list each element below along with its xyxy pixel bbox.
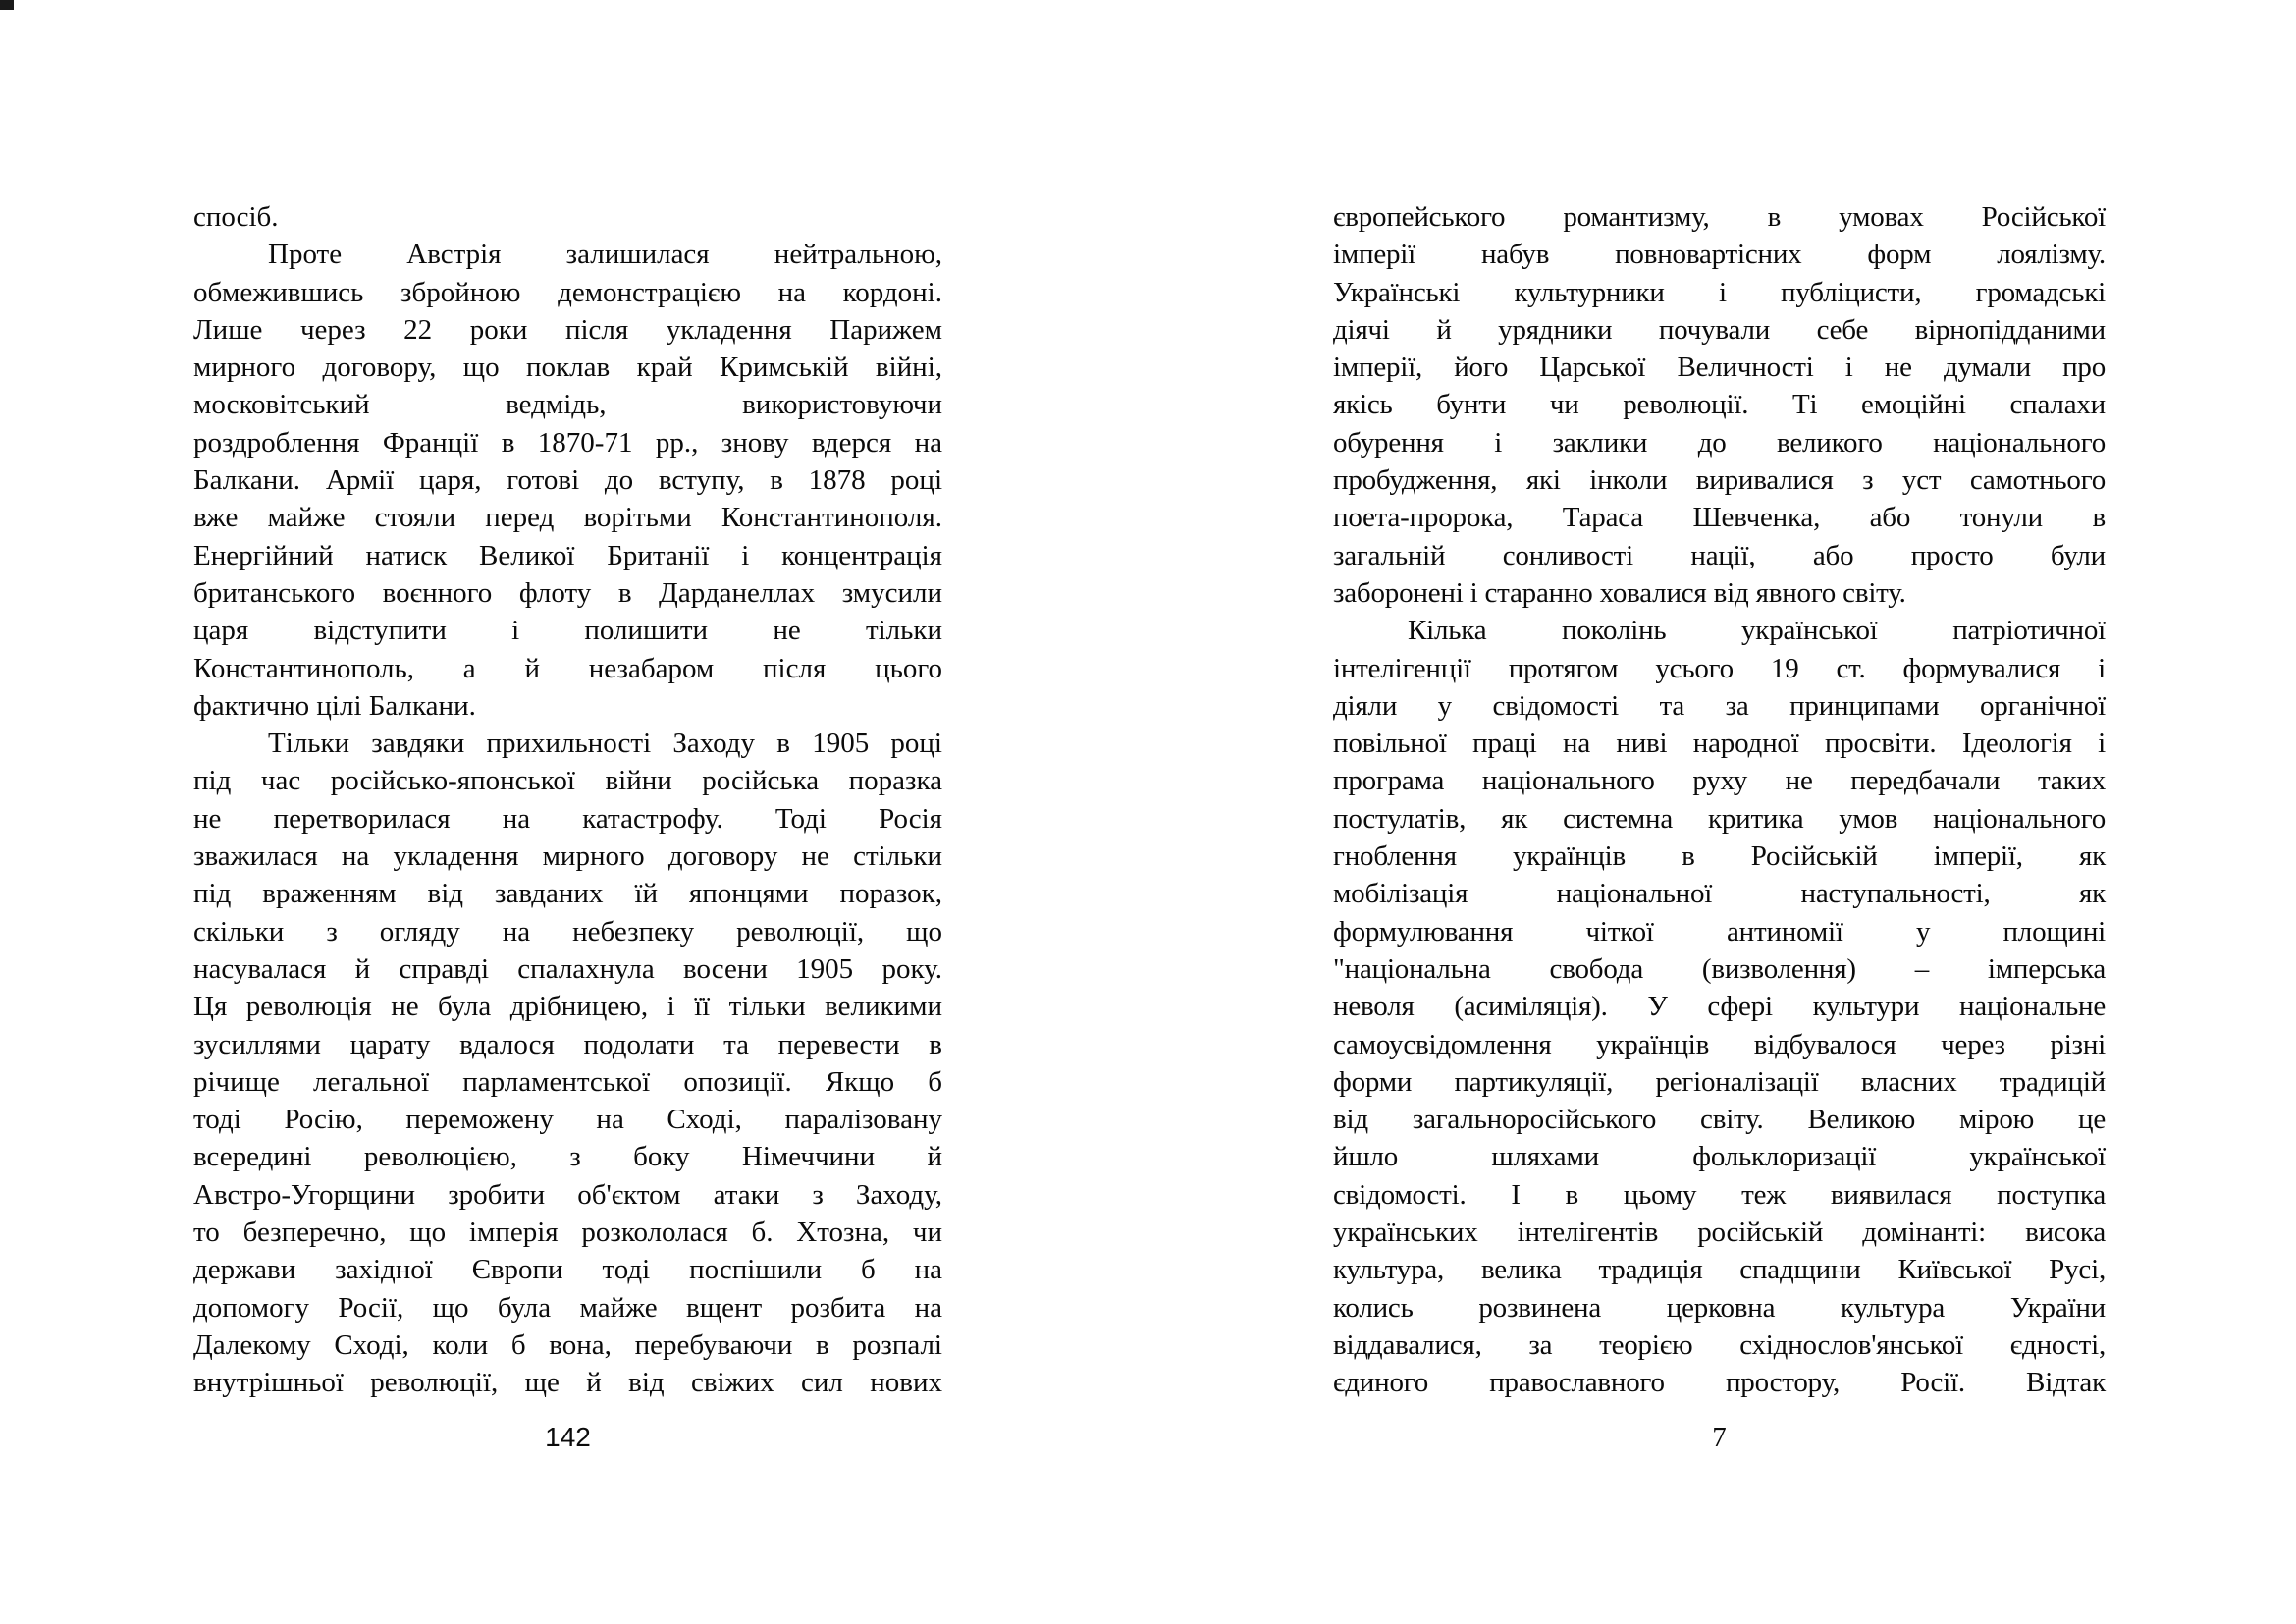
text-line: зважилася на укладення мирного договору не стільки — [193, 840, 942, 873]
text-line: пробудження, які інколи виривалися з уст самотнього — [1333, 464, 2106, 497]
text-line: внутрішньої революції, ще й від свіжих сил нових — [193, 1367, 942, 1399]
text-line: Проте Австрія залишилася нейтральною, — [268, 239, 942, 271]
text-line: Австро-Угорщини зробити об'єктом атаки з Заходу, — [193, 1178, 942, 1211]
text-line: Лише через 22 роки після укладення Парижем — [193, 313, 942, 346]
text-line: царя відступити і полишити не тільки — [193, 615, 942, 647]
left-page-text-column — [193, 198, 942, 1402]
page-number-right: 7 — [1712, 1422, 1727, 1453]
text-line: Ця революція не була дрібницею, і її тільки великими — [193, 991, 942, 1023]
text-line: обурення і заклики до великого національного — [1333, 426, 2106, 459]
text-line: всередині революцією, з боку Німеччини й — [193, 1141, 942, 1173]
page-number-left: 142 — [545, 1422, 591, 1452]
text-line: мирного договору, що поклав край Кримській війні, — [193, 352, 942, 384]
text-line: під враженням від завданих їй японцями поразок, — [193, 878, 942, 910]
text-line: скільки з огляду на небезпеку революції, що — [193, 915, 942, 947]
text-line: спосіб. — [193, 201, 279, 233]
text-line: держави західної Європи тоді поспішили б на — [193, 1254, 942, 1286]
text-line: мобілізація національної наступальності, як — [1333, 878, 2106, 910]
text-line: фактично цілі Балкани. — [193, 689, 476, 722]
text-line: поета-пророка, Тараса Шевченка, або тонули в — [1333, 502, 2106, 534]
text-line: Енергійний натиск Великої Британії і концентрація — [193, 539, 942, 571]
text-line: імперії набув повновартісних форм лоялізму. — [1333, 239, 2106, 271]
text-line: Тільки завдяки прихильності Заходу в 1905 році — [268, 728, 942, 760]
text-line: імперії, його Царської Величності і не думали про — [1333, 352, 2106, 384]
text-line: культура, велика традиція спадщини Київської Русі, — [1333, 1254, 2106, 1286]
text-line: загальній сонливості нації, або просто були — [1333, 539, 2106, 571]
text-line: гноблення українців в Російській імперії, як — [1333, 840, 2106, 873]
text-line: під час російсько-японської війни російська поразка — [193, 765, 942, 797]
text-line: вже майже стояли перед ворітьми Константинополя. — [193, 502, 942, 534]
text-line: діяли у свідомості та за принципами органічної — [1333, 689, 2106, 722]
text-line: постулатів, як системна критика умов національного — [1333, 802, 2106, 835]
text-line: колись розвинена церковна культура України — [1333, 1291, 2106, 1324]
text-line: свідомості. І в цьому теж виявилася поступка — [1333, 1178, 2106, 1211]
scan-artifact — [0, 0, 14, 10]
text-line: неволя (асиміляція). У сфері культури національне — [1333, 991, 2106, 1023]
text-line: заборонені і старанно ховалися від явного світу. — [1333, 576, 1906, 609]
text-line: від загальноросійського світу. Великою мірою це — [1333, 1104, 2106, 1136]
text-line: повільної праці на ниві народної просвіти. Ідеологія і — [1333, 728, 2106, 760]
text-line: Далекому Сході, коли б вона, перебуваючи в розпалі — [193, 1328, 942, 1361]
text-line: не перетворилася на катастрофу. Тоді Росія — [193, 802, 942, 835]
text-line: роздроблення Франції в 1870-71 рр., знову вдерся на — [193, 426, 942, 459]
text-line: Балкани. Армії царя, готові до вступу, в 1878 році — [193, 464, 942, 497]
text-line: Константинополь, а й незабаром після цього — [193, 652, 942, 684]
text-line: зусиллями царату вдалося подолати та перевести в — [193, 1028, 942, 1060]
text-line: якісь бунти чи революції. Ті емоційні спалахи — [1333, 389, 2106, 421]
text-line: віддавалися, за теорією східнослов'янської єдності, — [1333, 1328, 2106, 1361]
text-line: річище легальної парламентської опозиції. Якщо б — [193, 1065, 942, 1098]
text-line: єдиного православного простору, Росії. Відтак — [1333, 1367, 2106, 1399]
text-line: насувалася й справді спалахнула восени 1905 року. — [193, 952, 942, 985]
text-line: інтелігенції протягом усього 19 ст. формувалися і — [1333, 652, 2106, 684]
text-line: то безперечно, що імперія розкололася б. Хтозна, чи — [193, 1217, 942, 1249]
text-line: українських інтелігентів російській домінанті: висока — [1333, 1217, 2106, 1249]
text-line: Кілька поколінь української патріотичної — [1408, 615, 2106, 647]
text-line: йшло шляхами фольклоризації української — [1333, 1141, 2106, 1173]
text-line: формулювання чіткої антиномії у площині — [1333, 915, 2106, 947]
text-line: Українські культурники і публіцисти, громадські — [1333, 276, 2106, 308]
text-line: "національна свобода (визволення) – імперська — [1333, 952, 2106, 985]
text-line: самоусвідомлення українців відбувалося через різні — [1333, 1028, 2106, 1060]
text-line: форми партикуляції, регіоналізації власних традицій — [1333, 1065, 2106, 1098]
text-line: британського воєнного флоту в Дарданеллах змусили — [193, 576, 942, 609]
text-line: діячі й урядники почували себе вірнопідданими — [1333, 313, 2106, 346]
text-line: обмежившись збройною демонстрацією на кордоні. — [193, 276, 942, 308]
text-line: московітський ведмідь, використовуючи — [193, 389, 942, 421]
text-line: європейського романтизму, в умовах Російської — [1333, 201, 2106, 233]
right-page-text-column — [1333, 198, 2106, 1402]
text-line: допомогу Росії, що була майже вщент розбита на — [193, 1291, 942, 1324]
text-line: програма національного руху не передбачали таких — [1333, 765, 2106, 797]
text-line: тоді Росію, переможену на Сході, паралізовану — [193, 1104, 942, 1136]
